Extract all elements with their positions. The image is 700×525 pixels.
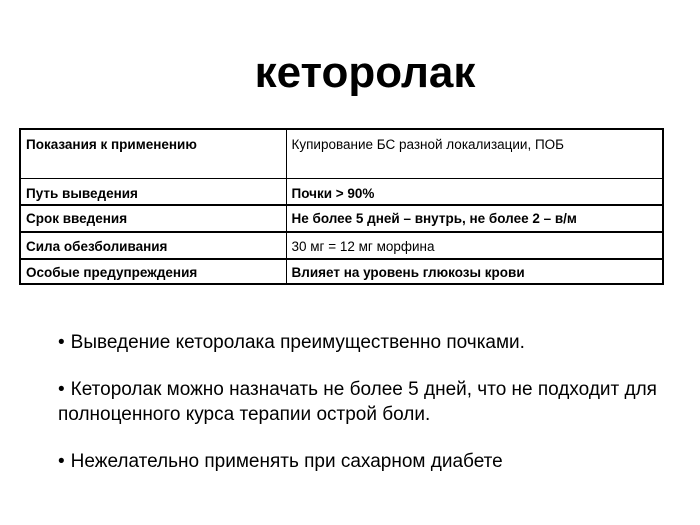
bullet: • — [58, 332, 65, 353]
table-row — [20, 259, 663, 284]
table-row — [20, 129, 663, 178]
note-text: Выведение кеторолака преимущественно почками. — [70, 332, 525, 353]
row-label-indications: Показания к применению — [20, 129, 286, 178]
list-item — [58, 330, 658, 355]
row-value-excretion: Почки > 90% — [286, 178, 663, 205]
row-label-excretion: Путь выведения — [20, 178, 286, 205]
row-label-warnings: Особые предупреждения — [20, 259, 286, 284]
row-label-duration: Срок введения — [20, 205, 286, 232]
row-value-indications: Купирование БС разной локализации, ПОБ — [286, 129, 663, 178]
table-row — [20, 178, 663, 205]
note-text: Кеторолак можно назначать не более 5 дней, что не подходит для полноценного курса терапии острой боли. — [58, 379, 657, 425]
list-item — [58, 377, 658, 427]
row-value-potency: 30 мг = 12 мг морфина — [286, 232, 663, 259]
row-value-duration: Не более 5 дней – внутрь, не более 2 – в/м — [286, 205, 663, 232]
bullet: • — [58, 379, 65, 400]
list-item — [58, 449, 658, 474]
bullet: • — [58, 451, 65, 472]
row-label-potency: Сила обезболивания — [20, 232, 286, 259]
note-text: Нежелательно применять при сахарном диабете — [70, 451, 503, 472]
table-row — [20, 232, 663, 259]
notes-list — [58, 330, 658, 496]
row-value-warnings: Влияет на уровень глюкозы крови — [286, 259, 663, 284]
slide-title: кеторолак — [254, 48, 476, 97]
drug-info-table — [19, 128, 664, 285]
table-row — [20, 205, 663, 232]
